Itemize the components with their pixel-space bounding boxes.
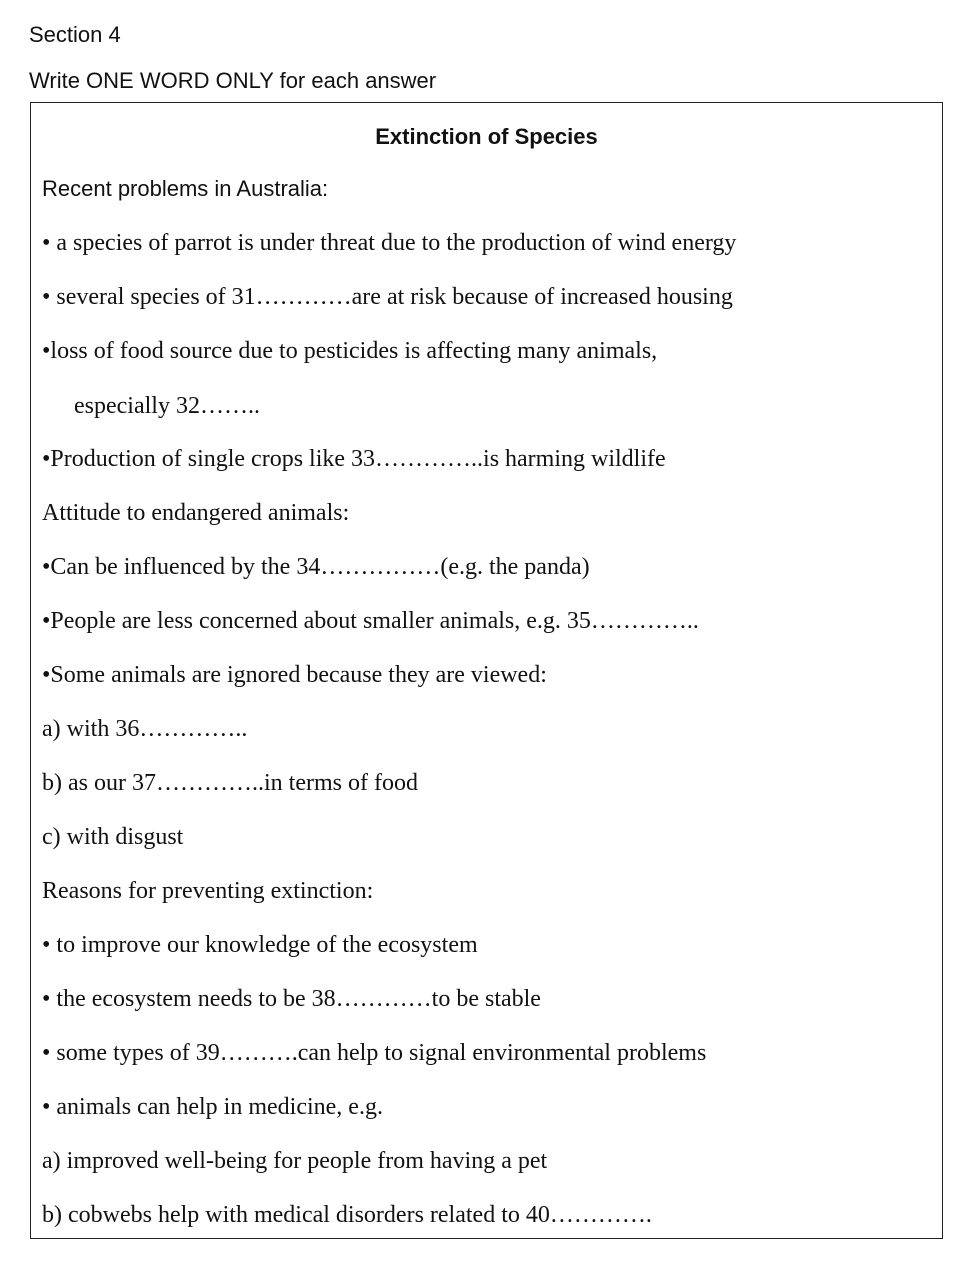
note-item-q34: •Can be influenced by the 34……………(e.g. the panda) bbox=[42, 554, 590, 580]
heading-recent-problems: Recent problems in Australia: bbox=[42, 176, 329, 201]
note-item-q37: b) as our 37…………..in terms of food bbox=[42, 770, 418, 796]
note-item-q33: •Production of single crops like 33…………..is harming wildlife bbox=[42, 446, 666, 472]
section-label: Section 4 bbox=[29, 22, 121, 47]
notes-title: Extinction of Species bbox=[375, 124, 598, 149]
note-item-ignored: •Some animals are ignored because they are viewed: bbox=[42, 662, 547, 688]
note-item-pet: a) improved well-being for people from having a pet bbox=[42, 1148, 548, 1174]
note-item-q36: a) with 36………….. bbox=[42, 716, 248, 742]
note-item-q40: b) cobwebs help with medical disorders related to 40…………. bbox=[42, 1202, 652, 1228]
note-item-q35: •People are less concerned about smaller animals, e.g. 35………….. bbox=[42, 608, 699, 634]
note-item-knowledge: • to improve our knowledge of the ecosystem bbox=[42, 932, 478, 958]
notes-box bbox=[30, 102, 943, 1239]
note-item-pesticides: •loss of food source due to pesticides is affecting many animals, bbox=[42, 338, 658, 364]
note-item-medicine: • animals can help in medicine, e.g. bbox=[42, 1094, 383, 1120]
note-item-q31: • several species of 31…………are at risk because of increased housing bbox=[42, 284, 733, 310]
heading-attitude: Attitude to endangered animals: bbox=[42, 500, 350, 526]
note-item-q38: • the ecosystem needs to be 38…………to be stable bbox=[42, 986, 541, 1012]
heading-reasons: Reasons for preventing extinction: bbox=[42, 878, 374, 904]
note-item-disgust: c) with disgust bbox=[42, 824, 184, 850]
note-item-q39: • some types of 39……….can help to signal environmental problems bbox=[42, 1040, 707, 1066]
instruction-text: Write ONE WORD ONLY for each answer bbox=[29, 68, 437, 93]
note-item-parrot: • a species of parrot is under threat due to the production of wind energy bbox=[42, 230, 737, 256]
note-item-q32: especially 32…….. bbox=[74, 393, 260, 419]
